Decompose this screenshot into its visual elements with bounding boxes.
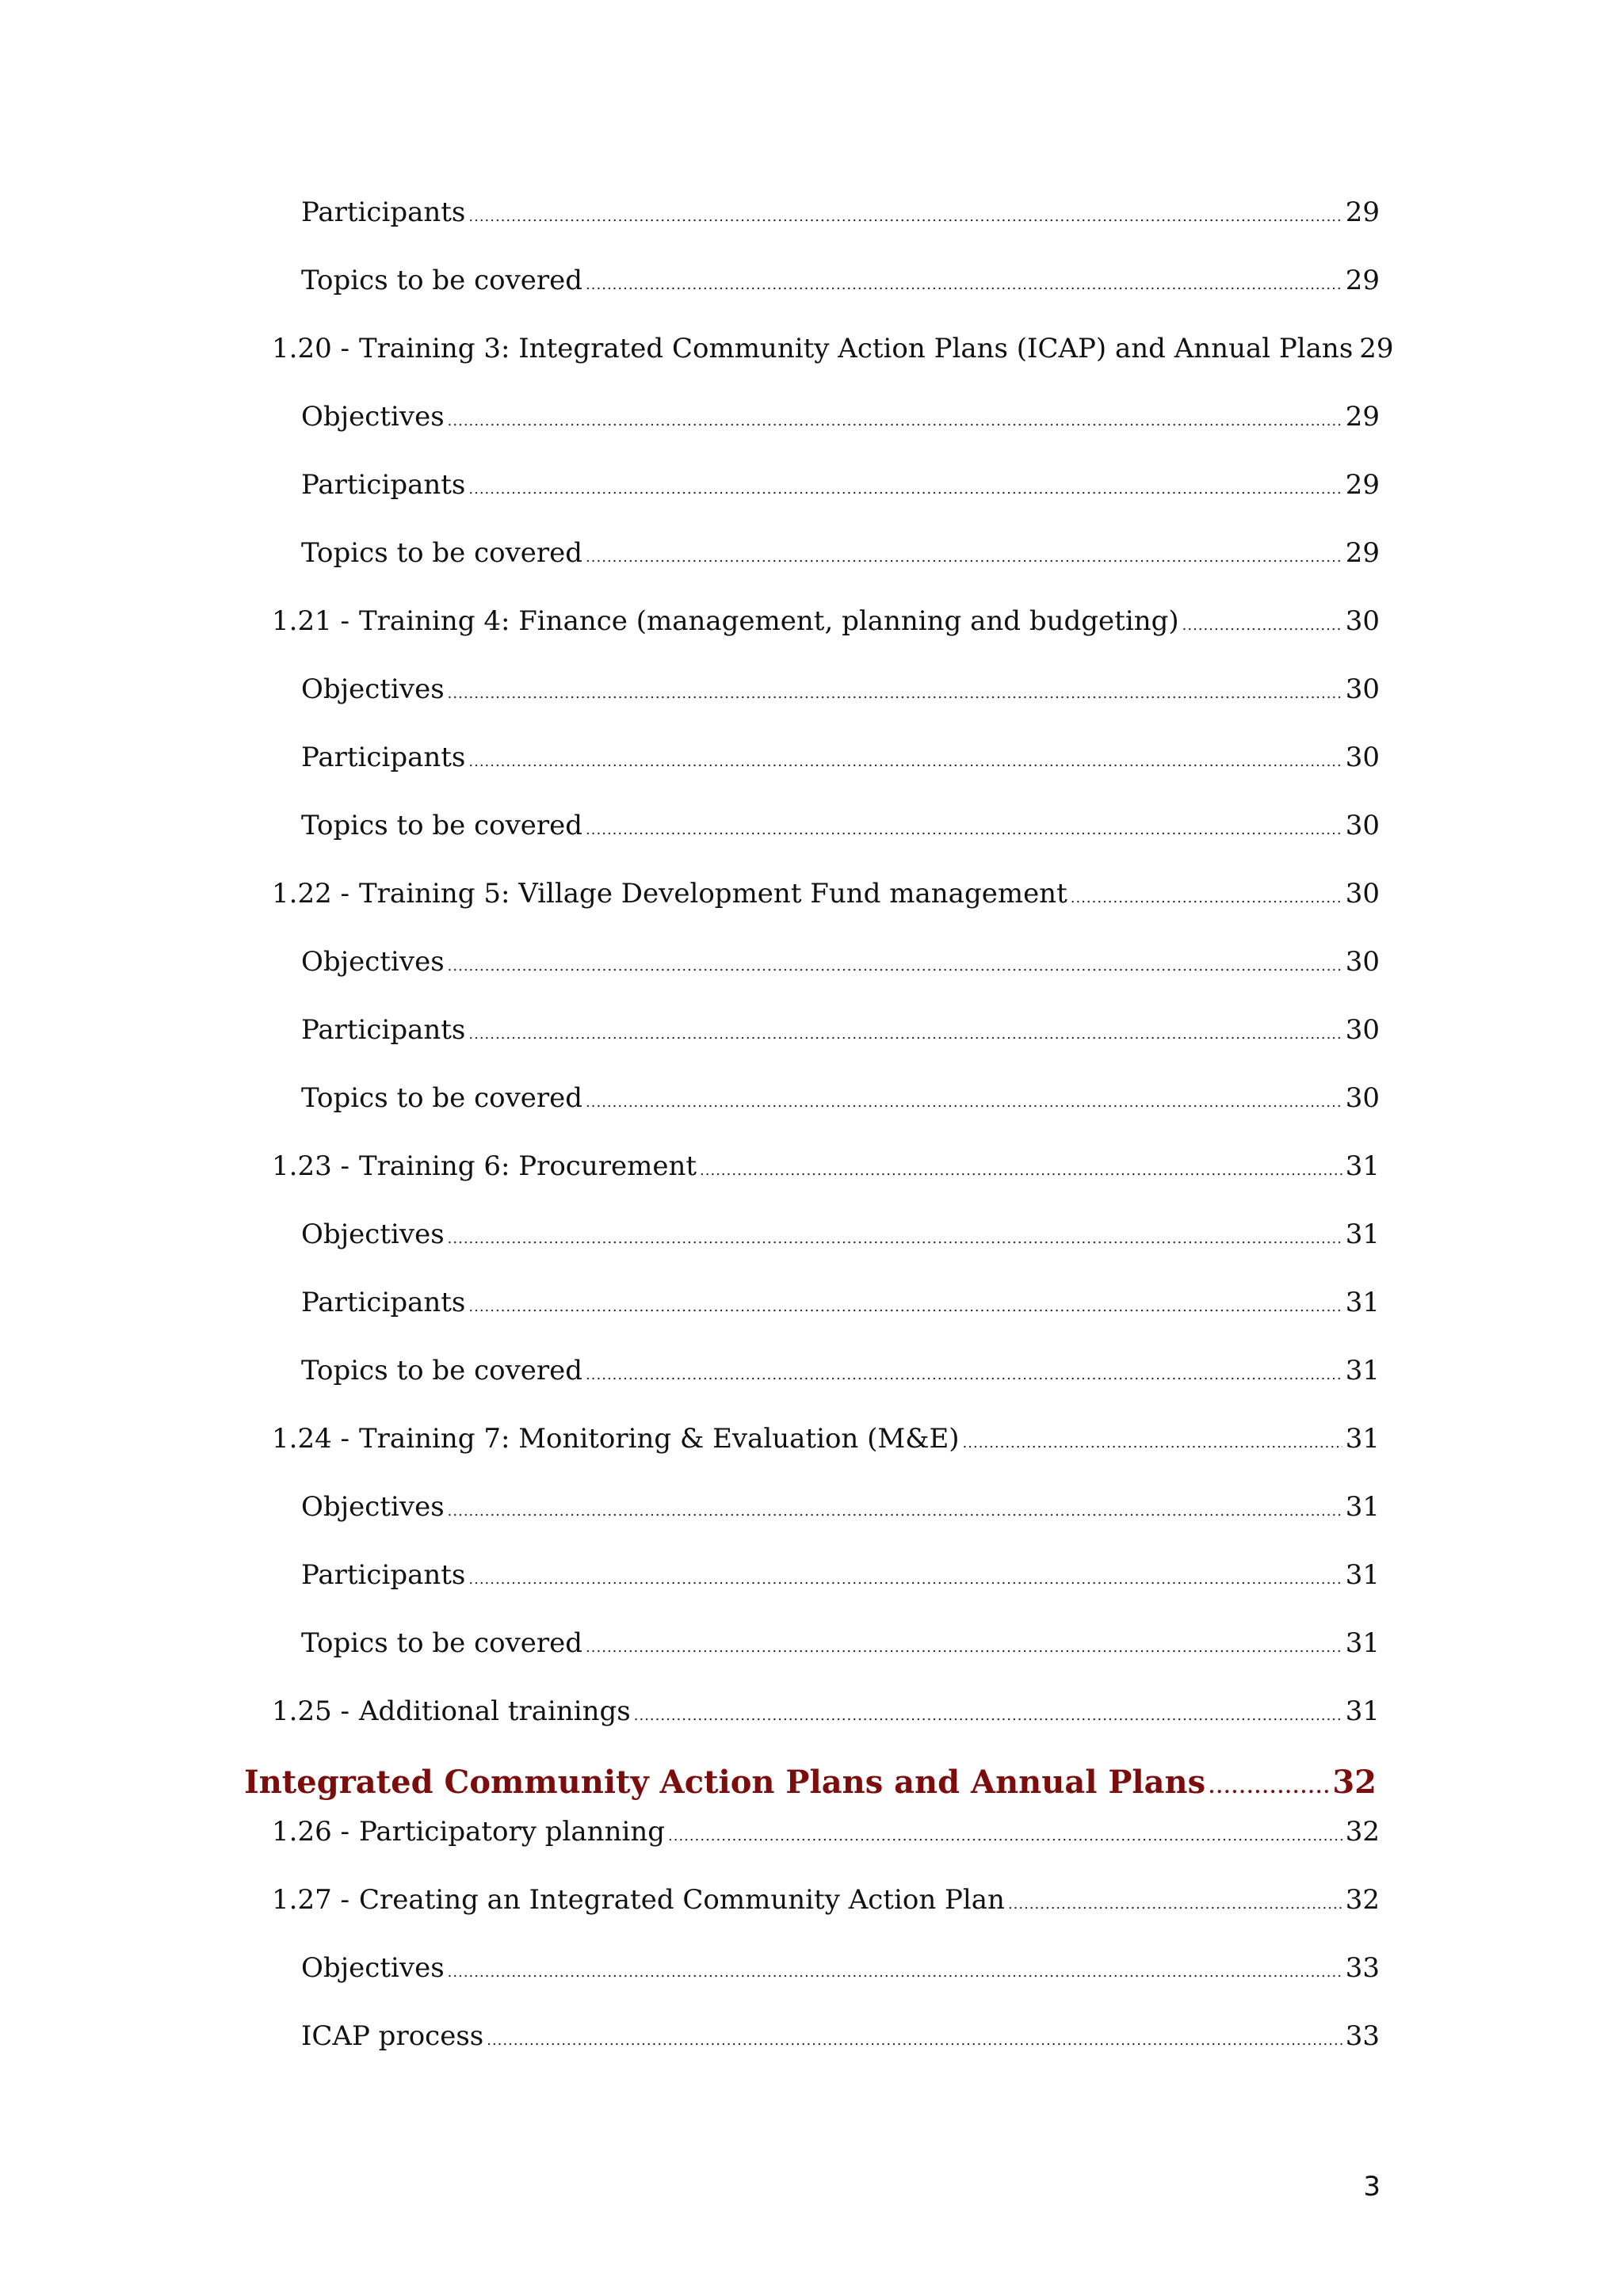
dot-leader	[700, 1162, 1342, 1179]
toc-entry-page: 32	[1345, 1884, 1380, 1916]
dot-leader	[468, 753, 1342, 770]
toc-entry-title: Training 4: Finance (management, planning and budgeting)	[359, 605, 1179, 637]
dot-leader	[468, 481, 1342, 498]
toc-subsection[interactable]	[301, 2020, 1380, 2052]
toc-subsection[interactable]	[301, 673, 1380, 705]
toc-entry-page: 33	[1345, 2020, 1380, 2052]
toc-section[interactable]	[272, 605, 1380, 637]
toc-entry-number: 1.26 -	[272, 1816, 349, 1848]
toc-entry-page: 30	[1345, 1014, 1380, 1046]
dot-leader	[448, 685, 1342, 702]
toc-subsection[interactable]	[301, 469, 1380, 501]
toc-entry-number: 1.27 -	[272, 1884, 349, 1916]
toc-entry-title: Topics to be covered	[301, 1627, 583, 1659]
toc-subsection[interactable]	[301, 810, 1380, 841]
toc-entry-title: Participants	[301, 196, 466, 228]
toc-subsection[interactable]	[301, 1491, 1380, 1523]
toc-entry-page: 31	[1345, 1287, 1380, 1318]
toc-entry-page: 31	[1345, 1695, 1380, 1727]
toc-heading[interactable]	[244, 1764, 1377, 1801]
dot-leader	[448, 1964, 1342, 1981]
toc-subsection[interactable]	[301, 1559, 1380, 1591]
dot-leader	[448, 1230, 1342, 1247]
dot-leader	[586, 1094, 1342, 1111]
toc-entry-title: Topics to be covered	[301, 265, 583, 296]
toc-entry-number: 1.24 -	[272, 1423, 349, 1455]
toc-entry-title: Objectives	[301, 401, 445, 433]
dot-leader	[586, 822, 1342, 838]
dot-leader	[468, 1571, 1342, 1588]
toc-entry-page: 29	[1345, 537, 1380, 569]
dot-leader	[468, 1299, 1342, 1315]
toc-subsection[interactable]	[301, 265, 1380, 296]
toc-section[interactable]	[272, 1816, 1380, 1848]
toc-entry-number: 1.25 -	[272, 1695, 349, 1727]
toc-subsection[interactable]	[301, 537, 1380, 569]
toc-entry-title: Participants	[301, 1014, 466, 1046]
toc-section[interactable]	[272, 1150, 1380, 1182]
toc-entry-page: 29	[1345, 469, 1380, 501]
toc-subsection[interactable]	[301, 1287, 1380, 1318]
dot-leader	[448, 958, 1342, 974]
toc-entry-title: Participants	[301, 469, 466, 501]
toc-entry-page: 30	[1345, 946, 1380, 978]
toc-section[interactable]	[272, 333, 1394, 364]
toc-entry-page: 29	[1345, 196, 1380, 228]
toc-entry-title: Additional trainings	[359, 1695, 631, 1727]
toc-entry-title: Integrated Community Action Plans and Annual Plans	[244, 1764, 1206, 1801]
toc-entry-page: 30	[1345, 810, 1380, 841]
toc-entry-page: 33	[1345, 1952, 1380, 1984]
toc-entry-title: Topics to be covered	[301, 810, 583, 841]
toc-subsection[interactable]	[301, 946, 1380, 978]
toc-entry-page: 29	[1359, 333, 1394, 364]
dot-leader	[468, 1026, 1342, 1043]
toc-subsection[interactable]	[301, 1014, 1380, 1046]
toc-entry-page: 31	[1345, 1355, 1380, 1386]
toc-entry-page: 29	[1345, 265, 1380, 296]
toc-entry-title: Training 5: Village Development Fund management	[359, 878, 1067, 910]
toc-subsection[interactable]	[301, 1355, 1380, 1386]
toc-entry-title: Participants	[301, 1287, 466, 1318]
dot-leader	[963, 1435, 1342, 1451]
toc-entry-page: 31	[1345, 1559, 1380, 1591]
toc-entry-title: Training 6: Procurement	[359, 1150, 697, 1182]
toc-entry-page: 32	[1332, 1764, 1377, 1801]
toc-entry-page: 29	[1345, 401, 1380, 433]
toc-entry-number: 1.20 -	[272, 333, 349, 364]
toc-entry-page: 30	[1345, 673, 1380, 705]
toc-subsection[interactable]	[301, 1952, 1380, 1984]
toc-subsection[interactable]	[301, 196, 1380, 228]
dot-leader	[1182, 617, 1342, 634]
toc-subsection[interactable]	[301, 1082, 1380, 1114]
dot-leader	[668, 1828, 1342, 1844]
toc-entry-title: Training 3: Integrated Community Action Plans (ICAP) and Annual Plans	[359, 333, 1354, 364]
toc-entry-page: 31	[1345, 1219, 1380, 1250]
toc-entry-title: Topics to be covered	[301, 1355, 583, 1386]
toc-section[interactable]	[272, 1695, 1380, 1727]
toc-entry-title: Creating an Integrated Community Action Plan	[359, 1884, 1005, 1916]
toc-entry-title: Objectives	[301, 1219, 445, 1250]
toc-entry-title: Participants	[301, 742, 466, 773]
toc-entry-title: Objectives	[301, 673, 445, 705]
toc-subsection[interactable]	[301, 401, 1380, 433]
toc-entry-number: 1.22 -	[272, 878, 349, 910]
toc-entry-title: Objectives	[301, 946, 445, 978]
toc-entry-title: Topics to be covered	[301, 537, 583, 569]
toc-entry-page: 30	[1345, 878, 1380, 910]
toc-entry-title: Objectives	[301, 1491, 445, 1523]
toc-entry-page: 31	[1345, 1423, 1380, 1455]
dot-leader	[586, 1367, 1342, 1383]
page-number: 3	[1363, 2171, 1381, 2203]
toc-entry-page: 30	[1345, 742, 1380, 773]
toc-entry-title: Participants	[301, 1559, 466, 1591]
dot-leader	[586, 1639, 1342, 1656]
toc-entry-title: Objectives	[301, 1952, 445, 1984]
toc-entry-page: 30	[1345, 1082, 1380, 1114]
dot-leader	[448, 413, 1342, 429]
toc-entry-title: ICAP process	[301, 2020, 484, 2052]
toc-entry-page: 31	[1345, 1627, 1380, 1659]
toc-entry-number: 1.23 -	[272, 1150, 349, 1182]
toc-entry-page: 32	[1345, 1816, 1380, 1848]
dot-leader	[1071, 890, 1342, 906]
toc-entry-page: 31	[1345, 1491, 1380, 1523]
dot-leader	[586, 549, 1342, 566]
toc-entry-number: 1.21 -	[272, 605, 349, 637]
toc-subsection[interactable]	[301, 742, 1380, 773]
dot-leader	[1008, 1896, 1342, 1913]
dot-leader	[448, 1503, 1342, 1520]
toc-subsection[interactable]	[301, 1627, 1380, 1659]
dot-leader	[634, 1707, 1342, 1724]
dot-leader	[487, 2032, 1342, 2049]
dot-leader	[468, 208, 1342, 225]
toc-section[interactable]	[272, 1884, 1380, 1916]
toc-entry-title: Participatory planning	[359, 1816, 666, 1848]
toc-entry-title: Training 7: Monitoring & Evaluation (M&E)	[359, 1423, 960, 1455]
toc-subsection[interactable]	[301, 1219, 1380, 1250]
toc-entry-title: Topics to be covered	[301, 1082, 583, 1114]
toc-entry-page: 31	[1345, 1150, 1380, 1182]
dot-leader	[1209, 1777, 1329, 1798]
toc-entry-page: 30	[1345, 605, 1380, 637]
toc-section[interactable]	[272, 878, 1380, 910]
toc-section[interactable]	[272, 1423, 1380, 1455]
dot-leader	[586, 277, 1342, 293]
